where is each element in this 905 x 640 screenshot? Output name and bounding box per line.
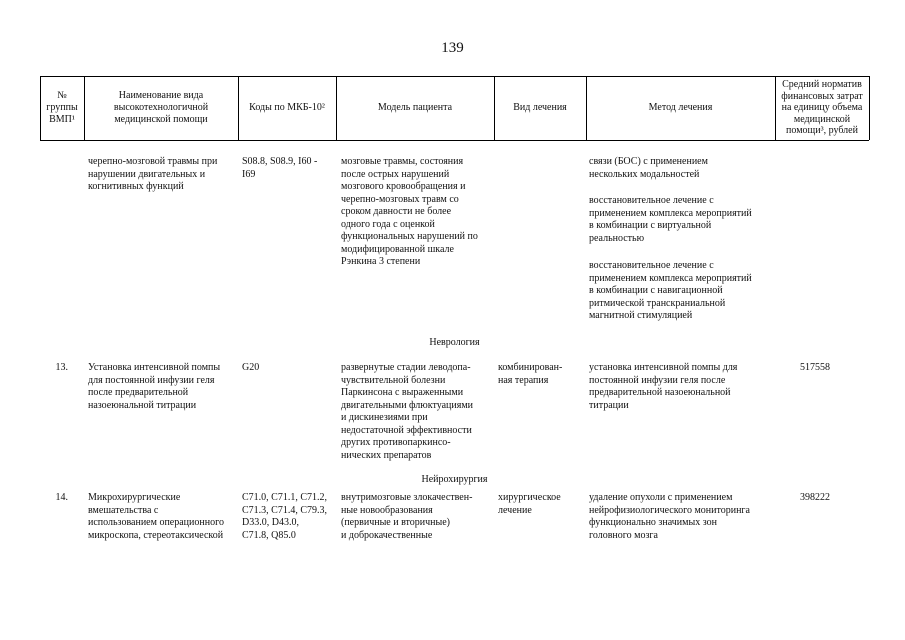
row14-cost-cell: 398222 bbox=[800, 492, 830, 503]
continuation-method-cell: восстановительное лечение с применением комплекса мероприятий в комбинации с навигационной ритмической транскраниальной магнитной стимуляцией bbox=[589, 260, 752, 321]
header-divider bbox=[869, 76, 870, 140]
header-group-number: № группы ВМП¹ bbox=[46, 90, 78, 125]
row13-name-cell: Установка интенсивной помпы для постоянной инфузии геля после предварительной назоеюнальной титрации bbox=[88, 362, 221, 411]
section-heading-neurosurgery: Нейрохирургия bbox=[421, 474, 488, 485]
continuation-method-cell: восстановительное лечение с применением комплекса мероприятий в комбинации с виртуальной реальностью bbox=[589, 195, 752, 244]
row14-number: 14. bbox=[55, 492, 68, 503]
row13-number: 13. bbox=[55, 362, 68, 373]
row13-model-cell: развернутые стадии леводопа- чувствительной болезни Паркинсона с выраженными двигательными флюктуациями и дискинезиями при недостаточной эффективности других противопаркинсо- нических препаратов bbox=[341, 362, 473, 461]
header-icd-codes: Коды по МКБ-10² bbox=[249, 102, 325, 113]
header-care-type-name: Наименование вида высокотехнологичной медицинской помощи bbox=[113, 90, 209, 125]
header-bottom-border bbox=[40, 140, 869, 141]
header-treatment-type: Вид лечения bbox=[513, 102, 567, 113]
row14-type-cell: хирургическое лечение bbox=[498, 492, 561, 516]
row13-type-cell: комбинирован- ная терапия bbox=[498, 362, 563, 386]
row14-codes-cell: C71.0, C71.1, C71.2, C71.3, C71.4, C79.3, D33.0, D43.0, C71.8, Q85.0 bbox=[242, 492, 328, 541]
header-treatment-method: Метод лечения bbox=[648, 102, 713, 113]
header-average-cost: Средний норматив финансовых затрат на единицу объема медицинской помощи³, рублей bbox=[781, 79, 863, 137]
row14-model-cell: внутримозговые злокачествен- ные новообразования (первичные и вторичные) и доброкачественные bbox=[341, 492, 473, 541]
row14-method-cell: удаление опухоли с применением нейрофизиологического мониторинга функционально значимых зон головного мозга bbox=[589, 492, 750, 541]
row13-cost-cell: 517558 bbox=[800, 362, 830, 373]
section-heading-neurology: Неврология bbox=[429, 337, 480, 348]
page-number: 139 bbox=[441, 40, 464, 56]
continuation-name-cell: черепно-мозговой травмы при нарушении двигательных и когнитивных функций bbox=[88, 156, 218, 192]
row14-name-cell: Микрохирургические вмешательства с использованием операционного микроскопа, стереотаксической bbox=[88, 492, 224, 541]
continuation-model-cell: мозговые травмы, состояния после острых нарушений мозгового кровообращения и черепно-мозговых травм со сроком давности не более одного года с оценкой функциональных нарушений по модифицированной шкале Рэнкина 3 степени bbox=[341, 156, 478, 267]
header-patient-model: Модель пациента bbox=[377, 102, 453, 113]
row13-method-cell: установка интенсивной помпы для постоянной инфузии геля после предварительной назоеюнальной титрации bbox=[589, 362, 738, 411]
continuation-method-cell: связи (БОС) с применением нескольких модальностей bbox=[589, 156, 708, 180]
continuation-codes-cell: S08.8, S08.9, I60 - I69 bbox=[242, 156, 318, 180]
row13-codes-cell: G20 bbox=[242, 362, 260, 373]
